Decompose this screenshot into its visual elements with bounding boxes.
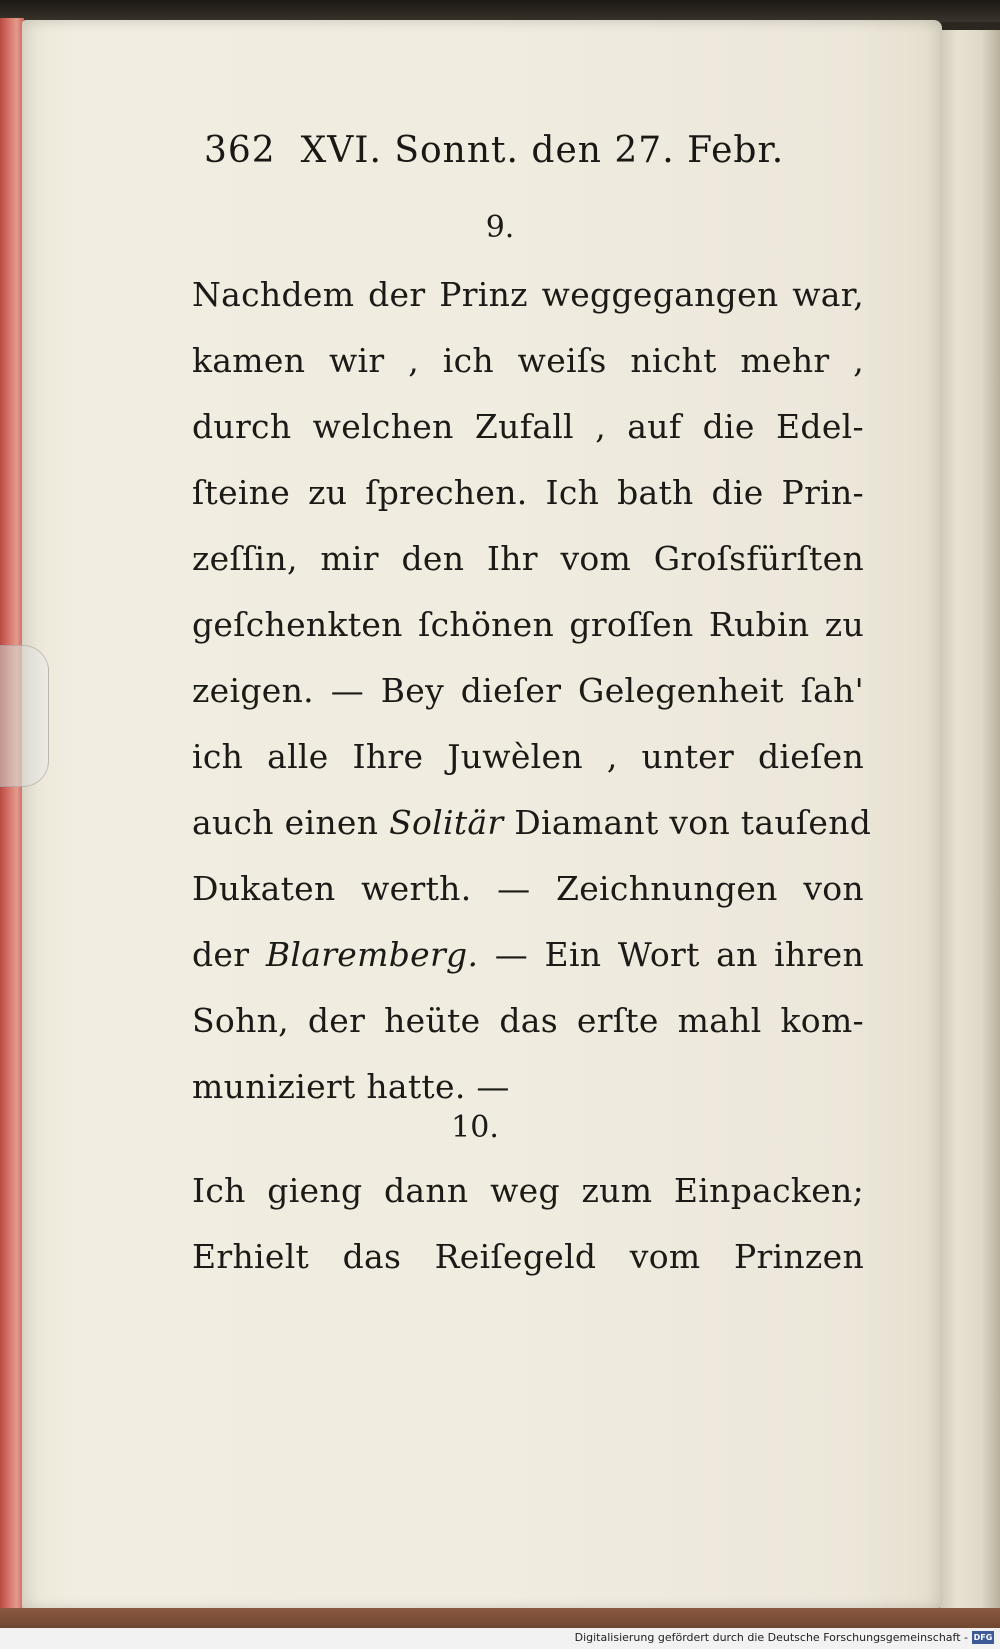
text-line: muniziert hatte. —	[192, 1067, 510, 1106]
section-10-text	[192, 1158, 864, 1290]
text-line: Sohn, der heüte das erſte mahl kom-	[192, 1001, 864, 1040]
text-line: Erhielt das Reiſegeld vom Prinzen	[192, 1237, 864, 1276]
book-bottom-edge	[0, 1608, 1000, 1630]
dfg-logo: DFG	[973, 1633, 993, 1642]
text-segment: — Ein Wort an ihren	[494, 935, 864, 974]
section-9-text	[192, 262, 872, 1120]
text-line: kamen wir , ich weiſs nicht mehr ,	[192, 341, 864, 380]
text-line: zeigen. — Bey dieſer Gelegenheit ſah'	[192, 671, 864, 710]
section-number-10: 10.	[451, 1110, 499, 1145]
book-top-edge	[0, 0, 1000, 22]
text-line: geſchenkten ſchönen groſſen Rubin zu	[192, 605, 864, 644]
italic-term-solitar: Solitär	[389, 803, 504, 842]
text-segment: der	[192, 935, 250, 974]
page-clip	[0, 645, 49, 787]
text-line: Nachdem der Prinz weggegangen war,	[192, 275, 864, 314]
text-line: Dukaten werth. — Zeichnungen von	[192, 869, 864, 908]
dfg-credit: Digitalisierung gefördert durch die Deutsche Forschungsgemeinschaft -	[574, 1631, 968, 1644]
page-number: 362	[204, 130, 276, 171]
right-page-stack	[940, 30, 1000, 1620]
running-head	[204, 130, 804, 171]
text-line: zeſſin, mir den Ihr vom Groſsfürſten	[192, 539, 864, 578]
text-segment: Diamant von tauſend	[514, 803, 872, 842]
text-line	[192, 790, 872, 856]
page-edge-red	[0, 18, 24, 1618]
italic-name-blaremberg: Blaremberg.	[265, 935, 479, 974]
section-number-9: 9.	[485, 210, 515, 245]
text-line: ich alle Ihre Juwèlen , unter dieſen	[192, 737, 864, 776]
text-line	[192, 922, 864, 988]
text-segment: auch einen	[192, 803, 379, 842]
text-line: durch welchen Zufall , auf die Edel-	[192, 407, 864, 446]
text-line: ſteine zu ſprechen. Ich bath die Prin-	[192, 473, 864, 512]
running-title: XVI. Sonnt. den 27. Febr.	[300, 130, 785, 171]
text-line: Ich gieng dann weg zum Einpacken;	[192, 1171, 864, 1210]
